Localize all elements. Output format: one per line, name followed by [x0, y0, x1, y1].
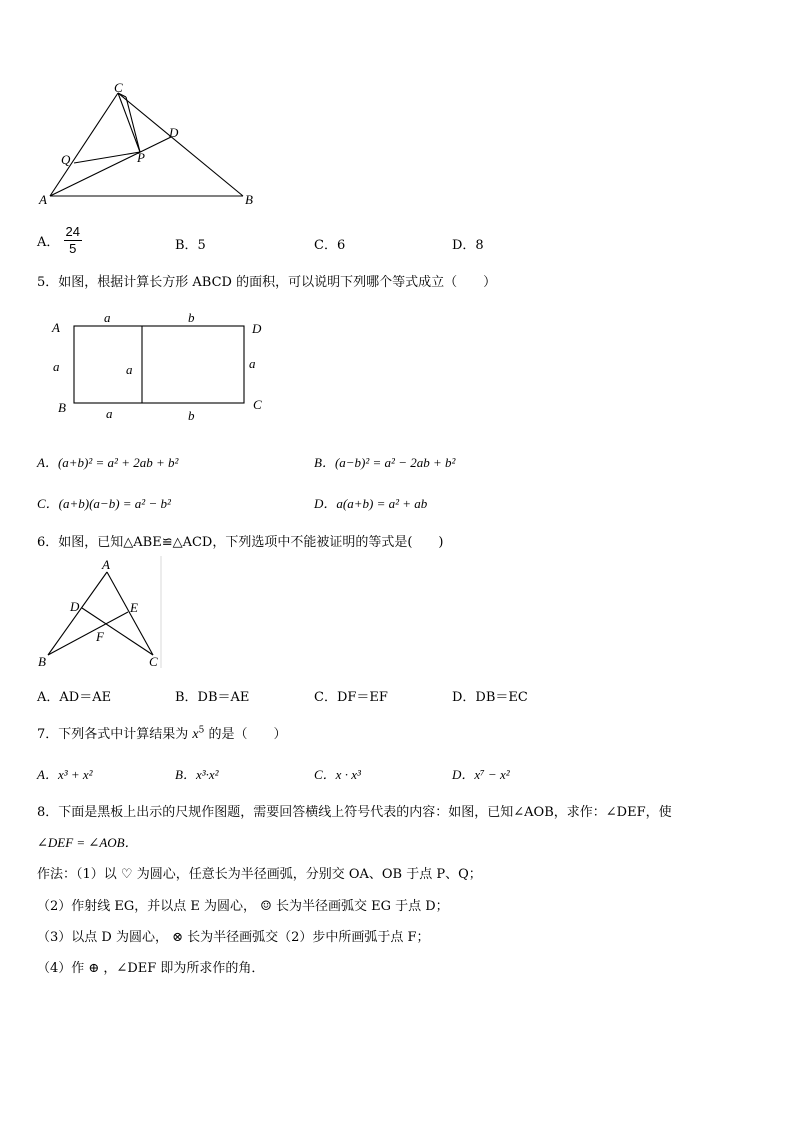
q4-option-a-fraction: [64, 224, 82, 257]
q6-label-b: B: [38, 654, 46, 669]
q4-option-b: B．5: [175, 238, 206, 253]
q6-stem: 6．如图，已知△ABE≌△ACD，下列选项中不能被证明的等式是( ): [37, 535, 444, 550]
q8-step1: 作法：（1）以 ♡ 为圆心，任意长为半径画弧，分别交 OA、OB 于点 P、Q；: [37, 867, 482, 882]
q7-option-a: A．x³ + x²: [37, 767, 93, 782]
q4-option-c: C．6: [314, 238, 346, 253]
q6-label-d: D: [70, 599, 80, 614]
q5-stem: 5．如图，根据计算长方形 ABCD 的面积，可以说明下列哪个等式成立（ ）: [37, 275, 497, 290]
q8-step4: （4）作 ⊕ ，∠DEF 即为所求作的角．: [37, 961, 265, 976]
fraction-denominator: 5: [69, 241, 77, 256]
q5-label-top-b: b: [188, 310, 195, 325]
q7-option-b: B．x³·x²: [175, 767, 219, 782]
q5-option-b: B．(a−b)² = a² − 2ab + b²: [314, 455, 456, 470]
q8-step3: （3）以点 D 为圆心， ⊗ 长为半径画弧交（2）步中所画弧于点 F；: [37, 930, 430, 945]
q4-figure: [30, 82, 270, 212]
q5-label-left-a: a: [53, 359, 60, 374]
q5-label-a-vertex: A: [52, 320, 60, 335]
q6-label-c: C: [149, 654, 158, 669]
q6-option-a: A．AD＝AE: [37, 690, 112, 705]
q6-label-e: E: [130, 600, 138, 615]
fraction-numerator: 24: [65, 224, 80, 239]
q5-option-d: D．a(a+b) = a² + ab: [314, 496, 428, 511]
q5-label-d-vertex: D: [252, 321, 262, 336]
q7-option-d: D．x⁷ − x²: [452, 767, 510, 782]
q5-label-b-vertex: B: [58, 400, 66, 415]
q8-step2: （2）作射线 EG，并以点 E 为圆心， ☺ 长为半径画弧交 EG 于点 D；: [37, 899, 449, 914]
q5-label-bottom-a: a: [106, 406, 113, 421]
q4-label-p: P: [137, 150, 145, 165]
q5-label-mid-a: a: [126, 362, 133, 377]
q5-option-a: A．(a+b)² = a² + 2ab + b²: [37, 455, 179, 470]
q6-label-f: F: [96, 629, 104, 644]
q5-label-right-a: a: [249, 356, 256, 371]
q4-option-d: D．8: [452, 238, 484, 253]
q4-label-q: Q: [61, 152, 71, 167]
q4-option-a-prefix: A．: [37, 235, 60, 250]
q7-stem-post: 的是（ ）: [204, 727, 287, 742]
q5-label-top-a: a: [104, 310, 111, 325]
q4-label-d: D: [169, 125, 179, 140]
q7-stem-exponent: 5: [198, 725, 205, 736]
q7-stem-pre: 7．下列各式中计算结果为: [37, 727, 193, 742]
q5-label-bottom-b: b: [188, 408, 195, 423]
q4-option-a: [37, 224, 82, 257]
q4-label-b: B: [245, 192, 253, 207]
q4-label-a: A: [39, 192, 47, 207]
q5-option-c: C．(a+b)(a−b) = a² − b²: [37, 496, 171, 511]
q6-option-b: B．DB＝AE: [175, 690, 250, 705]
q6-option-c: C．DF＝EF: [314, 690, 388, 705]
q6-figure: [34, 556, 164, 672]
q8-line1: 8．下面是黑板上出示的尺规作图题，需要回答横线上符号代表的内容：如图，已知∠AOB，求作：∠DEF，使: [37, 805, 672, 820]
q5-label-c-vertex: C: [253, 397, 262, 412]
q7-option-c: C．x · x³: [314, 767, 361, 782]
q8-line2: ∠DEF = ∠AOB．: [37, 835, 138, 850]
q4-label-c: C: [114, 82, 123, 95]
q6-label-a: A: [102, 557, 110, 572]
q5-figure: [40, 306, 280, 426]
q7-stem: [37, 723, 287, 743]
q7-stem-x: x: [192, 727, 199, 742]
q6-option-d: D．DB＝EC: [452, 690, 528, 705]
